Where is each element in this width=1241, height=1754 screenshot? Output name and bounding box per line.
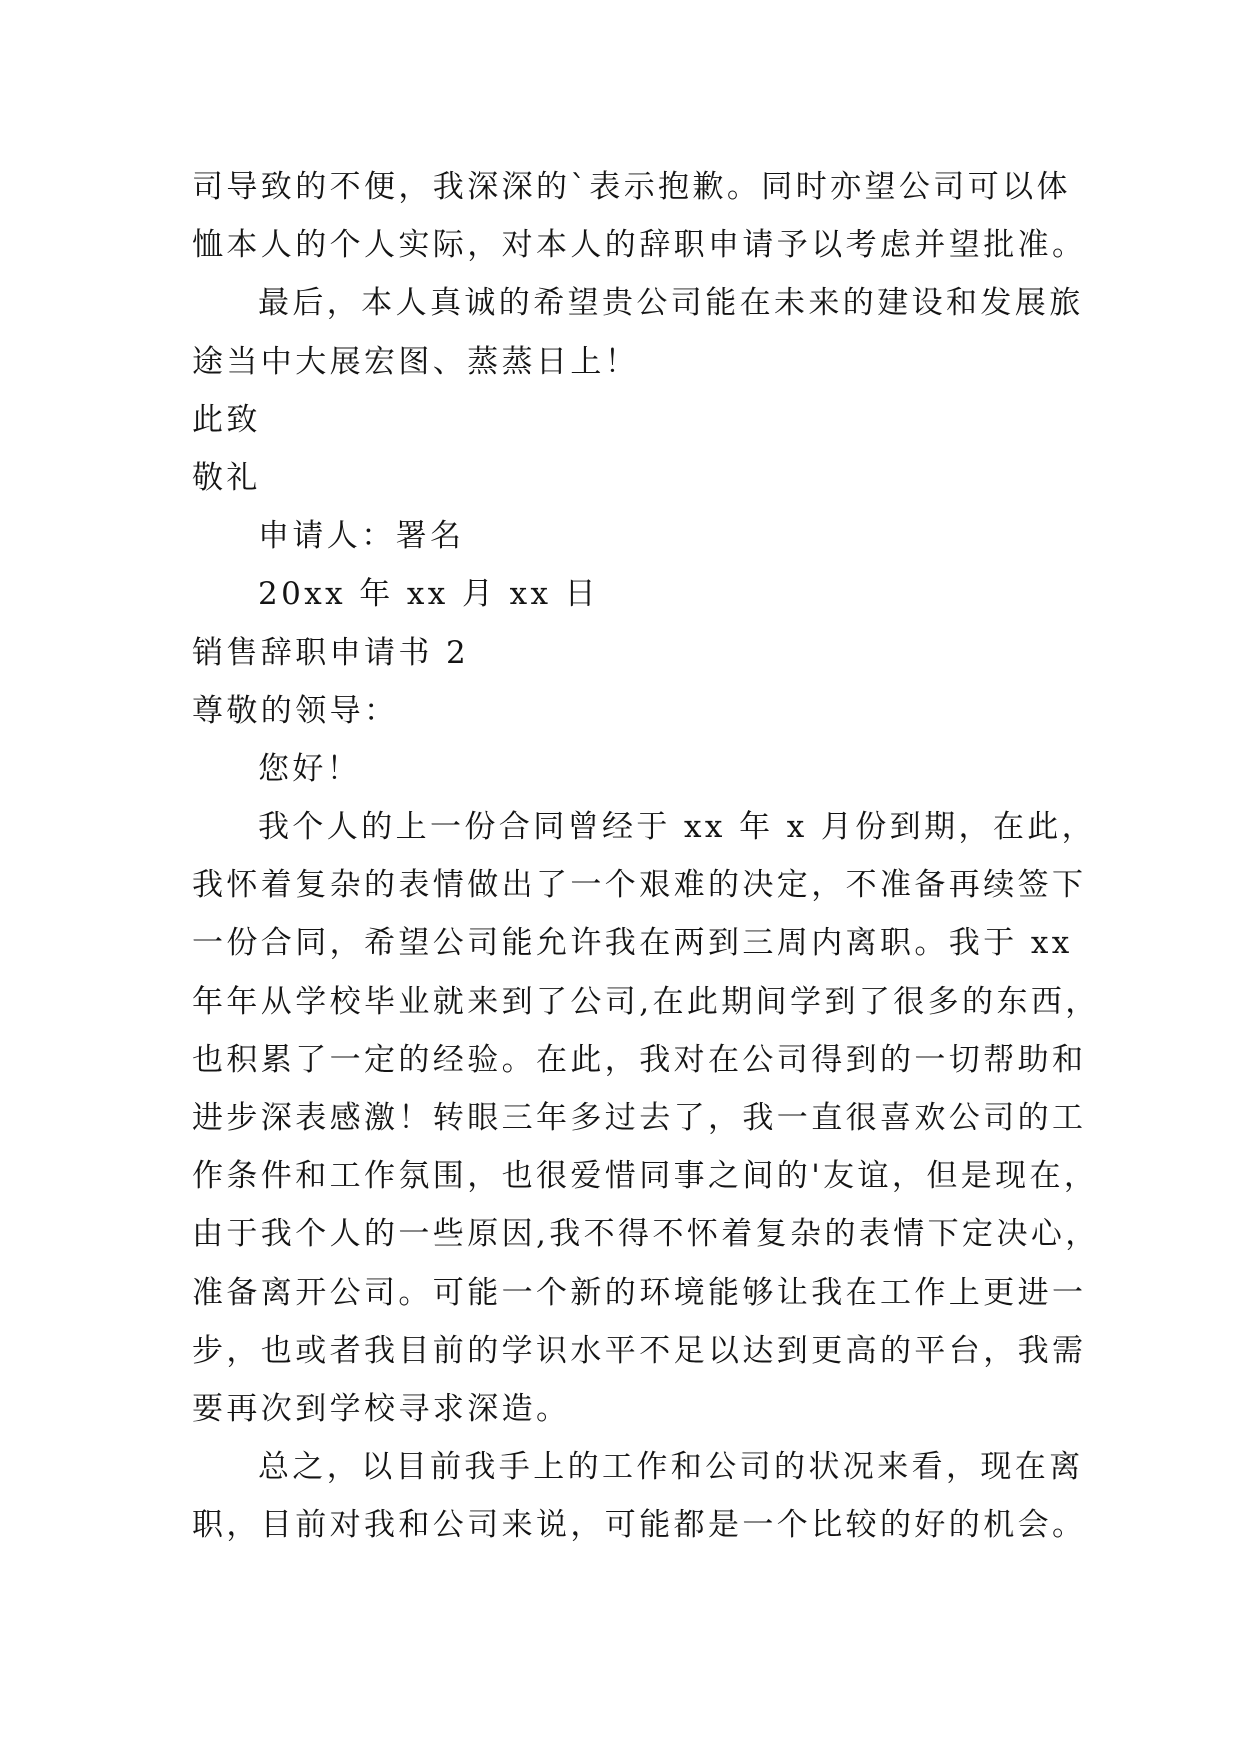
letter-body — [192, 158, 1100, 1555]
text-line: 年年从学校毕业就来到了公司,在此期间学到了很多的东西， — [192, 983, 1100, 1020]
text-line: 也积累了一定的经验。在此，我对在公司得到的一切帮助和 — [192, 1041, 1087, 1078]
text-line: 销售辞职申请书 2 — [192, 634, 470, 671]
text-line: 此致 — [192, 401, 261, 438]
text-line: 要再次到学校寻求深造。 — [192, 1390, 571, 1427]
text-line: 恤本人的个人实际，对本人的辞职申请予以考虑并望批准。 — [192, 227, 1087, 264]
text-line: 敬礼 — [192, 459, 261, 496]
text-line: 职，目前对我和公司来说，可能都是一个比较的好的机会。 — [192, 1507, 1087, 1544]
text-line: 最后，本人真诚的希望贵公司能在未来的建设和发展旅 — [258, 285, 1084, 322]
text-line: 我个人的上一份合同曾经于 xx 年 x 月份到期，在此， — [258, 809, 1097, 846]
text-line: 步，也或者我目前的学识水平不足以达到更高的平台，我需 — [192, 1332, 1087, 1369]
text-line: 司导致的不便，我深深的`表示抱歉。同时亦望公司可以体 — [192, 169, 1071, 205]
text-line: 申请人：署名 — [258, 518, 465, 555]
text-line: 准备离开公司。可能一个新的环境能够让我在工作上更进一 — [192, 1274, 1087, 1311]
text-line: 由于我个人的一些原因,我不得不怀着复杂的表情下定决心， — [192, 1216, 1100, 1253]
text-line: 我怀着复杂的表情做出了一个艰难的决定，不准备再续签下 — [192, 867, 1087, 904]
text-line: 20xx 年 xx 月 xx 日 — [258, 576, 600, 613]
text-line: 作条件和工作氛围，也很爱惜同事之间的'友谊，但是现在， — [192, 1158, 1099, 1195]
text-line: 进步深表感激！转眼三年多过去了，我一直很喜欢公司的工 — [192, 1100, 1087, 1136]
text-line: 途当中大展宏图、蒸蒸日上！ — [192, 343, 640, 380]
text-line: 您好！ — [258, 750, 362, 787]
text-line: 尊敬的领导： — [192, 692, 399, 729]
text-line: 一份合同，希望公司能允许我在两到三周内离职。我于 xx — [192, 925, 1073, 962]
text-line: 总之，以目前我手上的工作和公司的状况来看，现在离 — [258, 1449, 1084, 1486]
